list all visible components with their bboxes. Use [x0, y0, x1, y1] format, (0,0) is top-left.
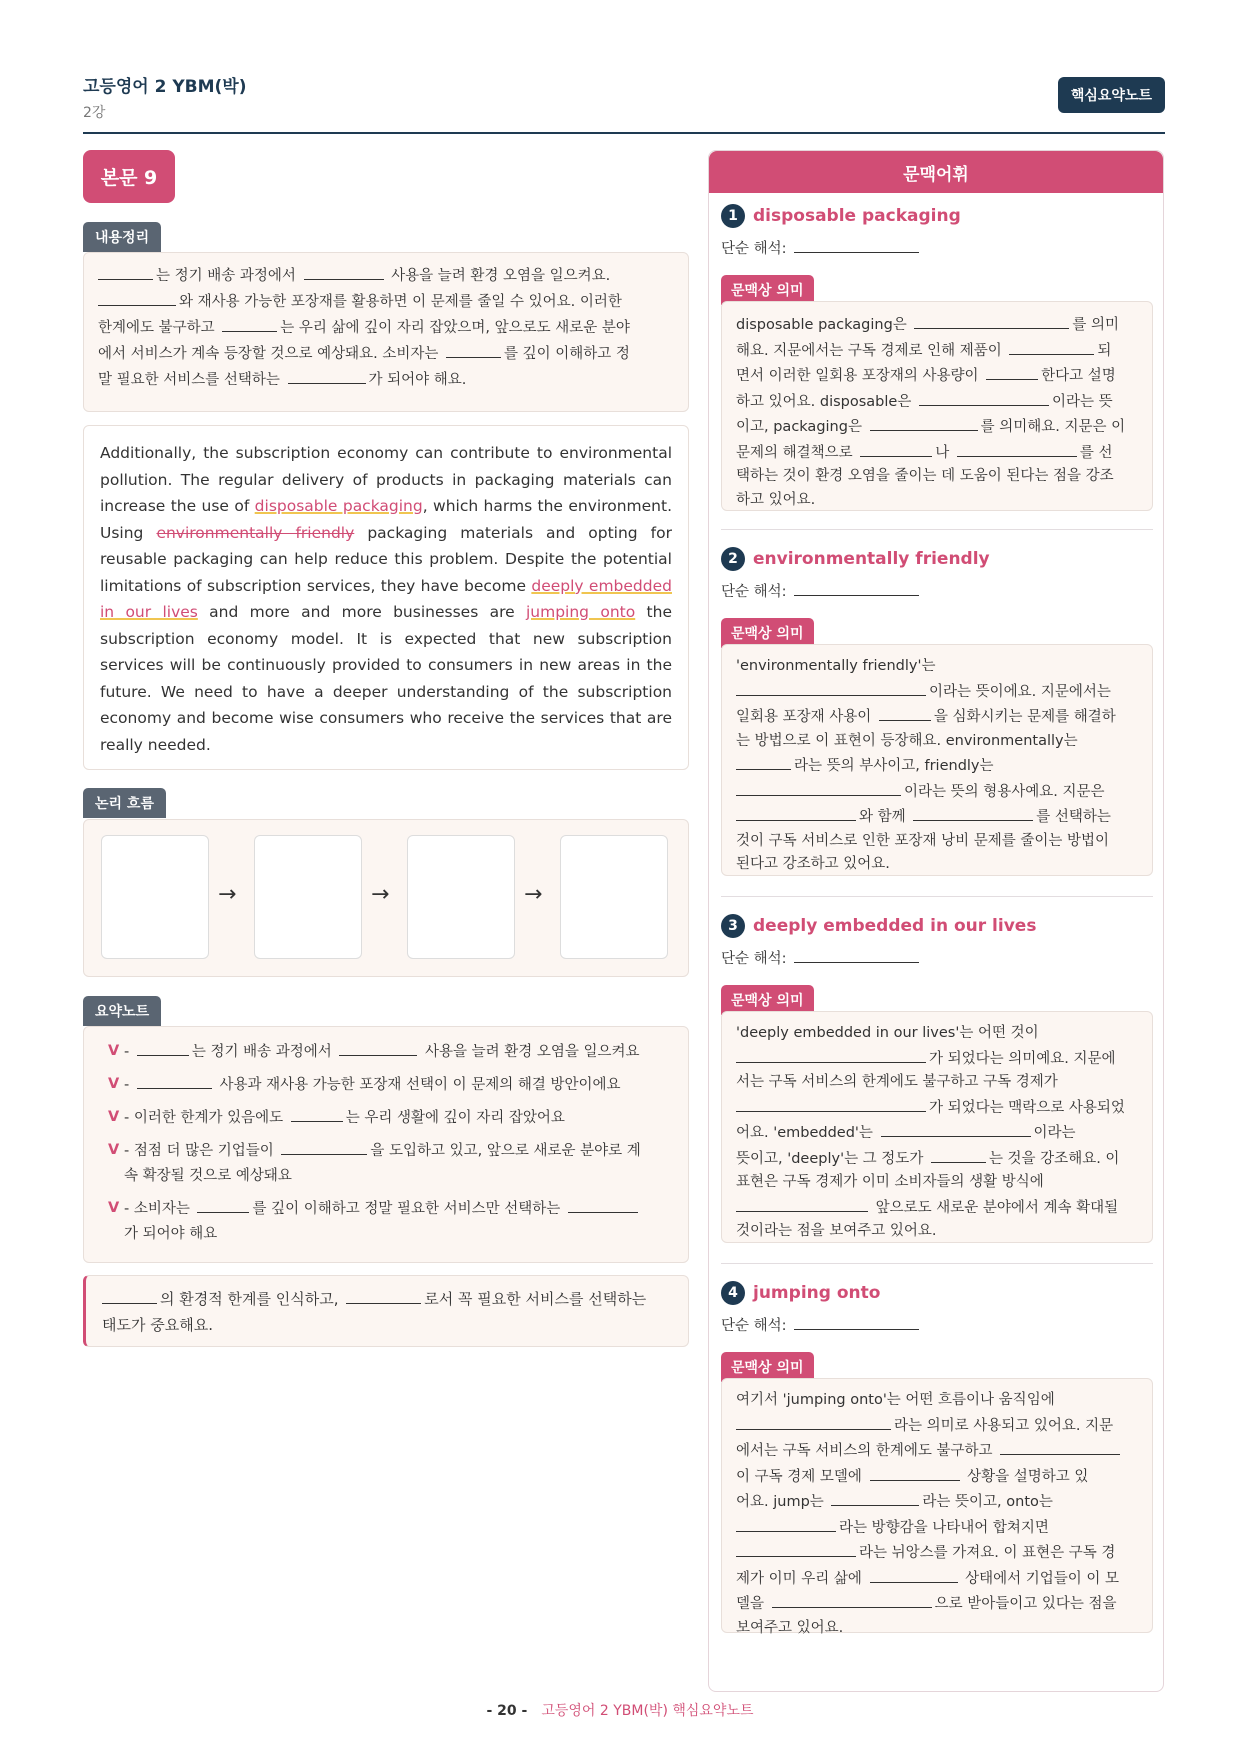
divider [721, 896, 1153, 897]
text: 으로 받아들이고 있다는 점을 [934, 1596, 1117, 1612]
blank[interactable] [137, 1039, 189, 1056]
highlight-disposable-packaging: disposable packaging [254, 497, 423, 515]
vocab-word: jumping onto [753, 1283, 881, 1303]
flow-cell-2[interactable] [254, 835, 362, 959]
text: 는 우리 생활에 깊이 자리 잡았어요 [345, 1110, 565, 1126]
meaning-box [721, 1378, 1153, 1636]
blank[interactable] [831, 1489, 919, 1506]
text: 는 정기 배송 과정에서 [156, 268, 296, 284]
text: disposable packaging은 [736, 317, 907, 333]
text: 어요. 'embedded'는 [736, 1125, 873, 1141]
text: 일회용 포장재 사용이 [736, 709, 872, 725]
text: 이고, packaging은 [736, 419, 862, 435]
text: 되 [1097, 342, 1112, 359]
text: - 점점 더 많은 기업들이 [124, 1143, 274, 1159]
text: 라는 의미로 사용되고 있어요. 지문 [894, 1417, 1114, 1434]
text: 가 되어야 해요 [124, 1226, 218, 1242]
text: 속 확장될 것으로 예상돼요 [124, 1168, 292, 1184]
blank[interactable] [931, 1146, 986, 1163]
note-row [96, 1138, 676, 1189]
text: 는 것을 강조해요. 이 [988, 1150, 1120, 1167]
text: 라는 뜻이고, onto는 [922, 1494, 1053, 1510]
note-row [96, 1072, 676, 1098]
check-mark-icon: V [108, 1200, 120, 1216]
text: 문제의 해결책으로 [736, 444, 853, 461]
blank[interactable] [913, 804, 1033, 821]
blank[interactable] [914, 312, 1069, 329]
number-badge: 3 [721, 914, 745, 938]
page-footer [0, 1700, 1240, 1720]
blank[interactable] [986, 363, 1038, 380]
highlight-environmentally-friendly: environmentally friendly [156, 523, 355, 542]
number-badge: 1 [721, 204, 745, 228]
text: 말 필요한 서비스를 선택하는 [98, 372, 280, 388]
book-title: 고등영어 2 YBM(박) [83, 77, 247, 97]
check-mark-icon: V [108, 1076, 120, 1092]
blank[interactable] [870, 414, 978, 431]
text: 가 되었다는 의미예요. 지문에 [929, 1050, 1116, 1067]
text: 해요. 지문에서는 구독 경제로 인해 제품이 [736, 342, 1002, 359]
passage-text: the subscription economy model. It is expected that new subscription services will be continuously provided to consumers in new areas in the future. We need to have a deeper understanding of the subscription economy and become wise consumers who receive the services that are really needed. [100, 603, 672, 754]
blank[interactable] [102, 1287, 157, 1304]
vocab-panel [708, 150, 1164, 1692]
text: 가 되어야 해요. [368, 372, 467, 388]
blank[interactable] [870, 1464, 960, 1481]
text: 상태에서 기업들이 이 모 [965, 1570, 1120, 1587]
number-badge: 4 [721, 1281, 745, 1305]
check-mark-icon: V [108, 1109, 120, 1125]
text: 이라는 [1033, 1125, 1076, 1141]
text: 에서 서비스가 계속 등장할 것으로 예상돼요. 소비자는 [98, 346, 439, 362]
text: 여기서 'jumping onto'는 어떤 흐름이나 움직임에 [736, 1392, 1055, 1408]
page-number: - 20 - [486, 1703, 528, 1719]
vocab-word: disposable packaging [753, 206, 961, 226]
meaning-tab: 문맥상 의미 [721, 275, 814, 305]
vocab-panel-title: 문맥어휘 [709, 151, 1163, 193]
text: 상황을 설명하고 있 [967, 1468, 1089, 1485]
text: 한계에도 불구하고 [98, 320, 215, 336]
text: 이라는 뜻이에요. 지문에서는 [929, 683, 1111, 700]
text: 사용을 늘려 환경 오염을 일으켜요 [424, 1044, 640, 1060]
summary-tab: 내용정리 [83, 222, 161, 252]
blank[interactable] [736, 679, 926, 696]
text: 는 정기 배송 과정에서 [191, 1044, 332, 1060]
blank[interactable] [291, 1105, 343, 1122]
summary-box [83, 252, 689, 412]
text: 가 되었다는 맥락으로 사용되었 [929, 1099, 1125, 1116]
passage-box [83, 425, 689, 770]
blank[interactable] [736, 1095, 926, 1112]
text: 하고 있어요. [736, 491, 816, 508]
blank[interactable] [346, 1287, 421, 1304]
meaning-box [721, 301, 1153, 511]
blank[interactable] [919, 389, 1049, 406]
label: 단순 해석: [721, 951, 787, 967]
passage-text: , which harms the environment. Using [100, 497, 672, 542]
text: 델을 [736, 1596, 765, 1612]
blank[interactable] [197, 1196, 249, 1213]
blank[interactable] [339, 1039, 417, 1056]
vocab-word: deeply embedded in our lives [753, 916, 1037, 936]
blank[interactable] [860, 440, 932, 457]
blank[interactable] [794, 236, 919, 253]
text: 뜻이고, 'deeply'는 그 정도가 [736, 1150, 924, 1167]
passage-text: and more and more businesses are [197, 603, 526, 621]
blank[interactable] [281, 1138, 367, 1155]
text: 제가 이미 우리 삶에 [736, 1570, 862, 1587]
text: 면서 이러한 일회용 포장재의 사용량이 [736, 368, 979, 384]
text: 보여주고 있어요. [736, 1619, 844, 1636]
text: 서는 구독 서비스의 한계에도 불구하고 구독 경제가 [736, 1074, 1058, 1090]
arrow-icon: → [218, 882, 237, 907]
text: 표현은 구독 경제가 이미 소비자들의 생활 방식에 [736, 1174, 1044, 1190]
blank[interactable] [736, 1046, 926, 1063]
text: 를 선 [1079, 444, 1113, 461]
text: - [124, 1044, 130, 1060]
blank[interactable] [736, 1515, 836, 1532]
text: - 소비자는 [124, 1201, 190, 1217]
text: 의 환경적 한계를 인식하고, [160, 1290, 339, 1308]
flow-cell-1[interactable] [101, 835, 209, 959]
notes-tab: 요약노트 [83, 996, 161, 1026]
section-badge: 본문 9 [83, 150, 175, 203]
passage-text: packaging materials and opting for reusable packaging can help reduce this problem. Despite the potential limitations of subscription services, they have become [100, 523, 672, 595]
text: 에서는 구독 서비스의 한계에도 불구하고 [736, 1443, 993, 1459]
meaning-box [721, 644, 1153, 876]
blank[interactable] [137, 1072, 212, 1089]
text: 한다고 설명 [1041, 368, 1116, 384]
text: 는 우리 삶에 깊이 자리 잡았으며, 앞으로도 새로운 분야 [280, 320, 630, 336]
blank[interactable] [98, 263, 153, 280]
text: 된다고 강조하고 있어요. [736, 856, 890, 872]
label: 단순 해석: [721, 241, 787, 257]
divider [721, 1263, 1153, 1264]
blank[interactable] [736, 1413, 891, 1430]
text: 'environmentally friendly'는 [736, 658, 936, 674]
note-row [96, 1196, 676, 1247]
lesson-label: 2강 [83, 105, 106, 121]
text: 를 선택하는 [1036, 809, 1111, 825]
meaning-box [721, 1011, 1153, 1243]
text: 앞으로도 새로운 분야에서 계속 확대될 [875, 1199, 1119, 1216]
page-header [83, 72, 1165, 134]
blank[interactable] [870, 1566, 958, 1583]
text: 사용과 재사용 가능한 포장재 선택이 이 문제의 해결 방안이에요 [219, 1077, 621, 1093]
blank[interactable] [736, 779, 901, 796]
text: 와 함께 [859, 809, 906, 825]
text: 이 구독 경제 모델에 [736, 1468, 862, 1485]
blank[interactable] [794, 1313, 919, 1330]
text: 어요. jump는 [736, 1494, 824, 1510]
text: 라는 뉘앙스를 가져요. 이 표현은 구독 경 [859, 1545, 1116, 1561]
blank[interactable] [736, 1195, 868, 1212]
blank[interactable] [879, 704, 931, 721]
arrow-icon: → [524, 882, 543, 907]
text: 을 심화시키는 문제를 해결하 [933, 709, 1116, 725]
blank[interactable] [446, 341, 501, 358]
note-row [96, 1105, 676, 1131]
text: 나 [935, 444, 950, 461]
text: 는 방법으로 이 표현이 등장해요. environmentally는 [736, 732, 1078, 749]
notes-box [83, 1026, 689, 1263]
text: - [124, 1077, 130, 1093]
number-badge: 2 [721, 547, 745, 571]
text: 것이 구독 서비스로 인한 포장재 낭비 문제를 줄이는 방법이 [736, 832, 1110, 849]
blank[interactable] [98, 289, 176, 306]
check-mark-icon: V [108, 1043, 120, 1059]
text: 로서 꼭 필요한 서비스를 선택하는 [424, 1290, 647, 1308]
text: 'deeply embedded in our lives'는 어떤 것이 [736, 1025, 1039, 1041]
blank[interactable] [736, 1540, 856, 1557]
text: 사용을 늘려 환경 오염을 일으켜요. [391, 268, 611, 284]
footer-title: 고등영어 2 YBM(박) 핵심요약노트 [541, 1703, 754, 1719]
text: 를 깊이 이해하고 정말 필요한 서비스만 선택하는 [252, 1201, 561, 1217]
text: 태도가 중요해요. [102, 1316, 213, 1334]
meaning-tab: 문맥상 의미 [721, 1352, 814, 1382]
text: 것이라는 점을 보여주고 있어요. [736, 1223, 937, 1239]
header-badge: 핵심요약노트 [1058, 77, 1165, 113]
highlight-jumping-onto: jumping onto [525, 603, 636, 621]
meaning-tab: 문맥상 의미 [721, 985, 814, 1015]
vocab-word: environmentally friendly [753, 549, 990, 569]
text: 라는 방향감을 나타내어 합쳐지면 [839, 1519, 1049, 1536]
text: 하고 있어요. disposable은 [736, 393, 912, 410]
text: 를 의미 [1072, 317, 1120, 333]
text: 를 의미해요. 지문은 이 [980, 419, 1126, 435]
label: 단순 해석: [721, 1318, 787, 1334]
note-row [96, 1039, 676, 1065]
blank[interactable] [222, 315, 277, 332]
divider [721, 529, 1153, 530]
text: 이라는 뜻의 형용사예요. 지문은 [904, 783, 1105, 800]
text: 을 도입하고 있고, 앞으로 새로운 분야로 계 [370, 1143, 641, 1159]
check-mark-icon: V [108, 1142, 120, 1158]
meaning-tab: 문맥상 의미 [721, 618, 814, 648]
passage-text: Additionally, the subscription economy can contribute to environmental pollution. The regular delivery of products in packaging materials can increase the use of [100, 444, 672, 515]
blank[interactable] [1009, 338, 1094, 355]
label: 단순 해석: [721, 584, 787, 600]
blank[interactable] [957, 440, 1077, 457]
blank[interactable] [736, 804, 856, 821]
text: 와 재사용 가능한 포장재를 활용하면 이 문제를 줄일 수 있어요. 이러한 [179, 294, 622, 310]
arrow-icon: → [371, 882, 390, 907]
blank[interactable] [736, 753, 791, 770]
blank[interactable] [288, 367, 366, 384]
flow-cell-3[interactable] [407, 835, 515, 959]
text: 라는 뜻의 부사이고, friendly는 [794, 758, 994, 774]
blank[interactable] [304, 263, 384, 280]
blank[interactable] [772, 1591, 932, 1608]
text: 를 깊이 이해하고 정 [504, 346, 630, 362]
blank[interactable] [794, 946, 919, 963]
text: - 이러한 한계가 있음에도 [124, 1110, 284, 1126]
flow-box [83, 819, 689, 977]
blank[interactable] [881, 1120, 1031, 1137]
conclusion-callout [83, 1275, 689, 1347]
text: 택하는 것이 환경 오염을 줄이는 데 도움이 된다는 점을 강조 [736, 468, 1114, 484]
blank[interactable] [1000, 1438, 1120, 1455]
flow-cell-4[interactable] [560, 835, 668, 959]
flow-tab: 논리 흐름 [83, 788, 166, 818]
highlight-deeply-embedded: deeply embedded in our lives [100, 576, 672, 621]
blank[interactable] [568, 1196, 638, 1213]
text: 이라는 뜻 [1051, 393, 1113, 410]
blank[interactable] [794, 579, 919, 596]
